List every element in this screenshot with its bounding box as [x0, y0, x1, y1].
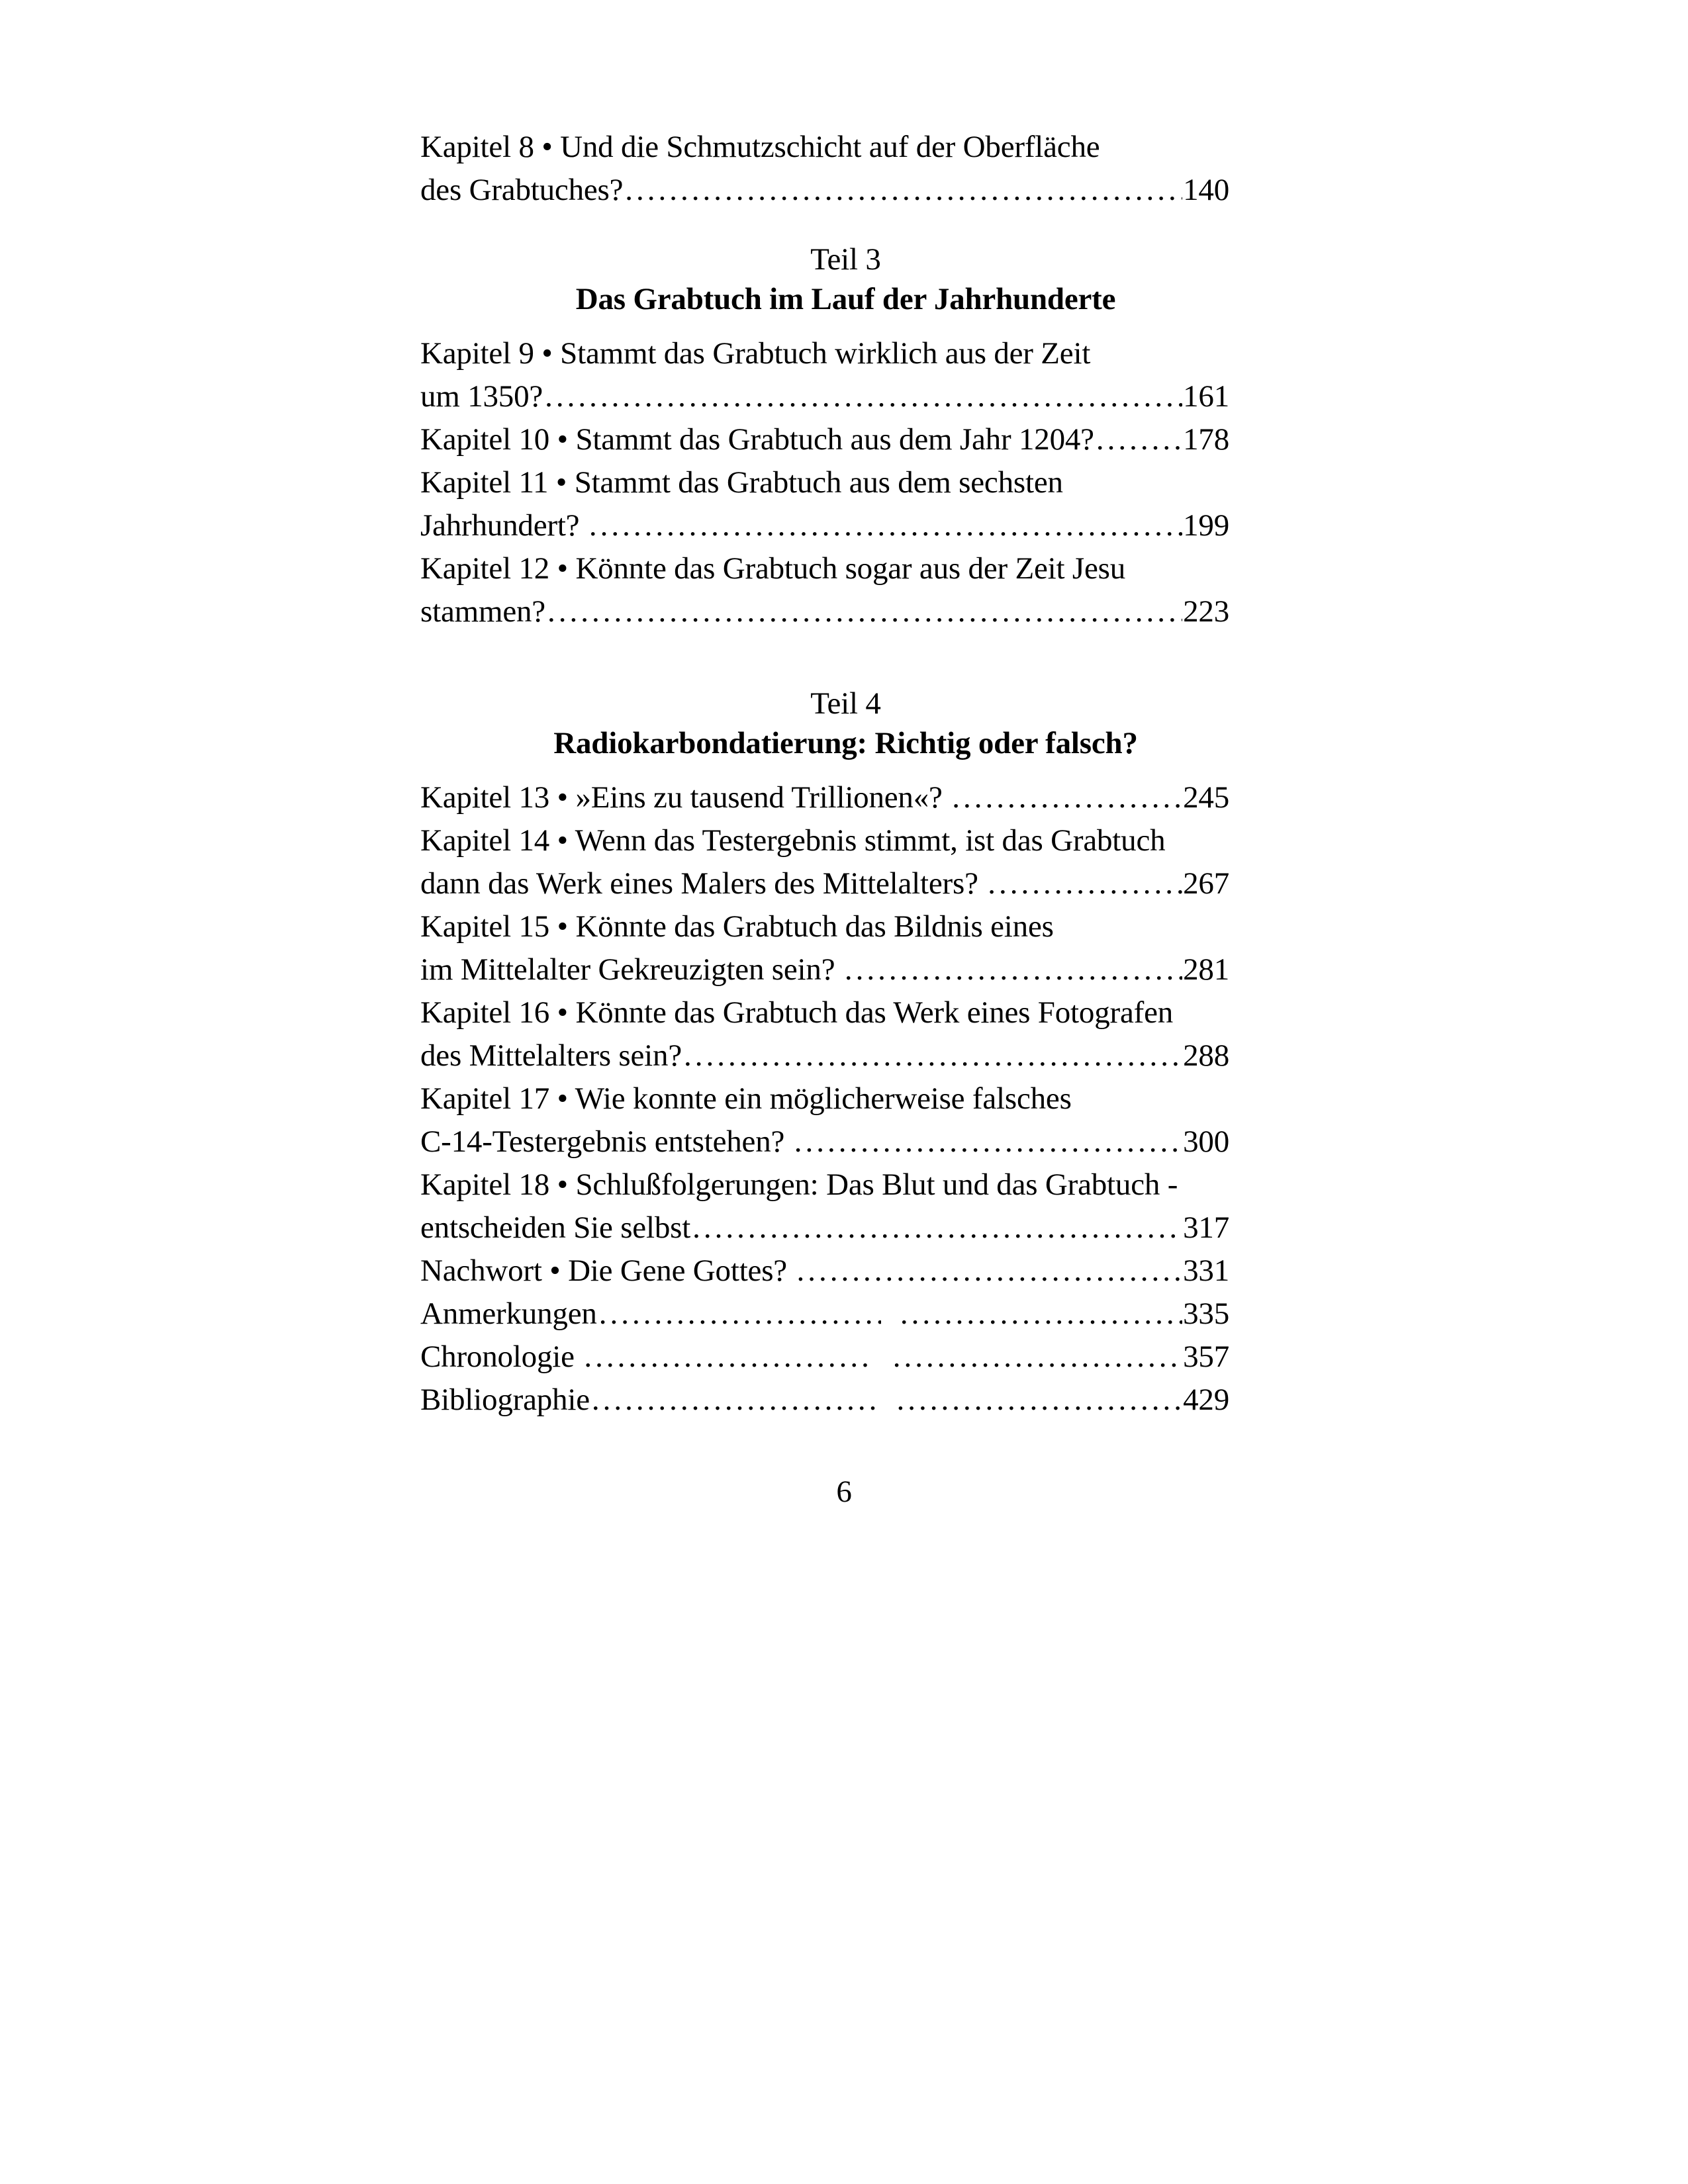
- toc-page-number: 335: [1183, 1297, 1229, 1331]
- toc-entry-label: entscheiden Sie selbst: [420, 1210, 691, 1245]
- toc-entry-text: Kapitel 8 • Und die Schmutzschicht auf der Oberfläche: [420, 130, 1100, 164]
- toc-entry-text: Kapitel 14 • Wenn das Testergebnis stimmt, ist das Grabtuch: [420, 823, 1166, 858]
- dot-leader: [988, 862, 1182, 905]
- toc-page-number: 281: [1183, 952, 1229, 987]
- toc-entry-kapitel-9: [420, 332, 1271, 418]
- dot-leader: [592, 1379, 878, 1422]
- toc-entry-kapitel-13: [420, 776, 1271, 819]
- toc-page-number: 288: [1183, 1038, 1229, 1073]
- part-label: Teil 4: [810, 686, 881, 721]
- toc-page-number: 245: [1183, 780, 1229, 815]
- part-title: Radiokarbondatierung: Richtig oder falsch?: [553, 726, 1138, 760]
- part-title: Das Grabtuch im Lauf der Jahrhunderte: [575, 282, 1116, 316]
- part-heading-teil-4: [420, 684, 1271, 763]
- toc-entry-label: um 1350?: [420, 379, 543, 414]
- toc-entry-label: Chronologie: [420, 1340, 583, 1374]
- dot-leader: [684, 1034, 1182, 1077]
- toc-entry-text: Kapitel 12 • Könnte das Grabtuch sogar aus der Zeit Jesu: [420, 551, 1126, 586]
- dot-leader: [692, 1206, 1182, 1250]
- toc-entry-leader-line: [420, 776, 1271, 819]
- toc-entry-bibliographie: [420, 1379, 1271, 1422]
- toc-entry-leader-line: [420, 1293, 1271, 1336]
- toc-entry-nachwort: [420, 1250, 1271, 1293]
- part-label: Teil 3: [810, 242, 881, 277]
- toc-entry-label: Anmerkungen: [420, 1297, 597, 1331]
- dot-leader: [893, 1336, 1182, 1379]
- toc-entry-kapitel-17: [420, 1077, 1271, 1163]
- toc-entry-kapitel-8: [420, 126, 1271, 212]
- toc-entry-label: Kapitel 13 • »Eins zu tausend Trillionen«?: [420, 780, 951, 815]
- toc-entry-label: Kapitel 10 • Stammt das Grabtuch aus dem Jahr 1204?: [420, 422, 1094, 457]
- toc-page-number: 161: [1183, 379, 1229, 414]
- toc-page-number: 357: [1183, 1340, 1230, 1374]
- dot-leader: [1096, 418, 1182, 461]
- toc-page-number: 140: [1183, 173, 1229, 207]
- toc-entry-leader-line: [420, 504, 1271, 547]
- toc-entry-chronologie: [420, 1336, 1271, 1379]
- toc-entry-text: Kapitel 15 • Könnte das Grabtuch das Bildnis eines: [420, 909, 1054, 944]
- toc-page-number: 223: [1183, 594, 1229, 629]
- toc-entry-kapitel-11: [420, 461, 1271, 547]
- toc-entry-label: stammen?: [420, 594, 545, 629]
- dot-leader: [584, 1336, 873, 1379]
- toc-page-number: 267: [1183, 866, 1229, 901]
- toc-page-number: 178: [1183, 422, 1229, 457]
- dot-leader: [797, 1250, 1183, 1293]
- toc-entry-text: Kapitel 9 • Stammt das Grabtuch wirklich aus der Zeit: [420, 336, 1091, 371]
- dot-leader: [896, 1379, 1182, 1422]
- dot-leader: [845, 948, 1182, 991]
- toc-entry-leader-line: [420, 169, 1271, 212]
- part-heading-teil-3: [420, 240, 1271, 319]
- toc-entry-leader-line: [420, 1250, 1271, 1293]
- dot-leader-gap: [881, 1293, 898, 1336]
- dot-leader: [952, 776, 1182, 819]
- toc-entry-text: Kapitel 11 • Stammt das Grabtuch aus dem sechsten: [420, 465, 1063, 500]
- toc-page-number: 300: [1183, 1124, 1229, 1159]
- toc-entry-leader-line: [420, 948, 1271, 991]
- toc-entry-label: Nachwort • Die Gene Gottes?: [420, 1253, 795, 1288]
- toc-entry-kapitel-18: [420, 1163, 1271, 1250]
- dot-leader: [545, 375, 1182, 418]
- toc-entry-leader-line: [420, 590, 1271, 633]
- page-number: 6: [836, 1475, 852, 1509]
- toc-page-number: 199: [1183, 508, 1229, 543]
- toc-entry-leader-line: [420, 1206, 1271, 1250]
- dot-leader: [547, 590, 1182, 633]
- toc-entry-kapitel-16: [420, 991, 1271, 1077]
- dot-leader-gap: [874, 1336, 891, 1379]
- page-footer: [0, 1471, 1688, 1514]
- toc-entry-anmerkungen: [420, 1293, 1271, 1336]
- toc-page-number: 331: [1183, 1253, 1229, 1288]
- toc-entry-label: des Grabtuches?: [420, 173, 624, 207]
- toc-entry-leader-line: [420, 418, 1271, 461]
- dot-leader: [625, 169, 1182, 212]
- toc-entry-leader-line: [420, 375, 1271, 418]
- toc-entry-leader-line: [420, 1120, 1271, 1163]
- table-of-contents: [420, 126, 1271, 1422]
- dot-leader: [794, 1120, 1182, 1163]
- dot-leader-gap: [877, 1379, 894, 1422]
- toc-entry-kapitel-12: [420, 547, 1271, 633]
- toc-entry-label: Jahrhundert?: [420, 508, 587, 543]
- toc-entry-kapitel-14: [420, 819, 1271, 905]
- toc-entry-leader-line: [420, 862, 1271, 905]
- toc-entry-leader-line: [420, 1336, 1271, 1379]
- toc-entry-leader-line: [420, 1379, 1271, 1422]
- toc-entry-label: im Mittelalter Gekreuzigten sein?: [420, 952, 843, 987]
- toc-entry-text: Kapitel 18 • Schlußfolgerungen: Das Blut und das Grabtuch -: [420, 1167, 1178, 1202]
- toc-entry-kapitel-10: [420, 418, 1271, 461]
- toc-entry-text: Kapitel 17 • Wie konnte ein möglicherweise falsches: [420, 1081, 1072, 1116]
- toc-page-number: 317: [1183, 1210, 1229, 1245]
- toc-entry-label: dann das Werk eines Malers des Mittelalters?: [420, 866, 986, 901]
- toc-entry-text: Kapitel 16 • Könnte das Grabtuch das Werk eines Fotografen: [420, 995, 1174, 1030]
- toc-entry-kapitel-15: [420, 905, 1271, 991]
- toc-entry-label: Bibliographie: [420, 1383, 590, 1417]
- toc-entry-label: des Mittelalters sein?: [420, 1038, 682, 1073]
- dot-leader: [900, 1293, 1182, 1336]
- toc-entry-leader-line: [420, 1034, 1271, 1077]
- dot-leader: [599, 1293, 881, 1336]
- toc-entry-label: C-14-Testergebnis entstehen?: [420, 1124, 792, 1159]
- dot-leader: [589, 504, 1182, 547]
- toc-page-number: 429: [1183, 1383, 1230, 1417]
